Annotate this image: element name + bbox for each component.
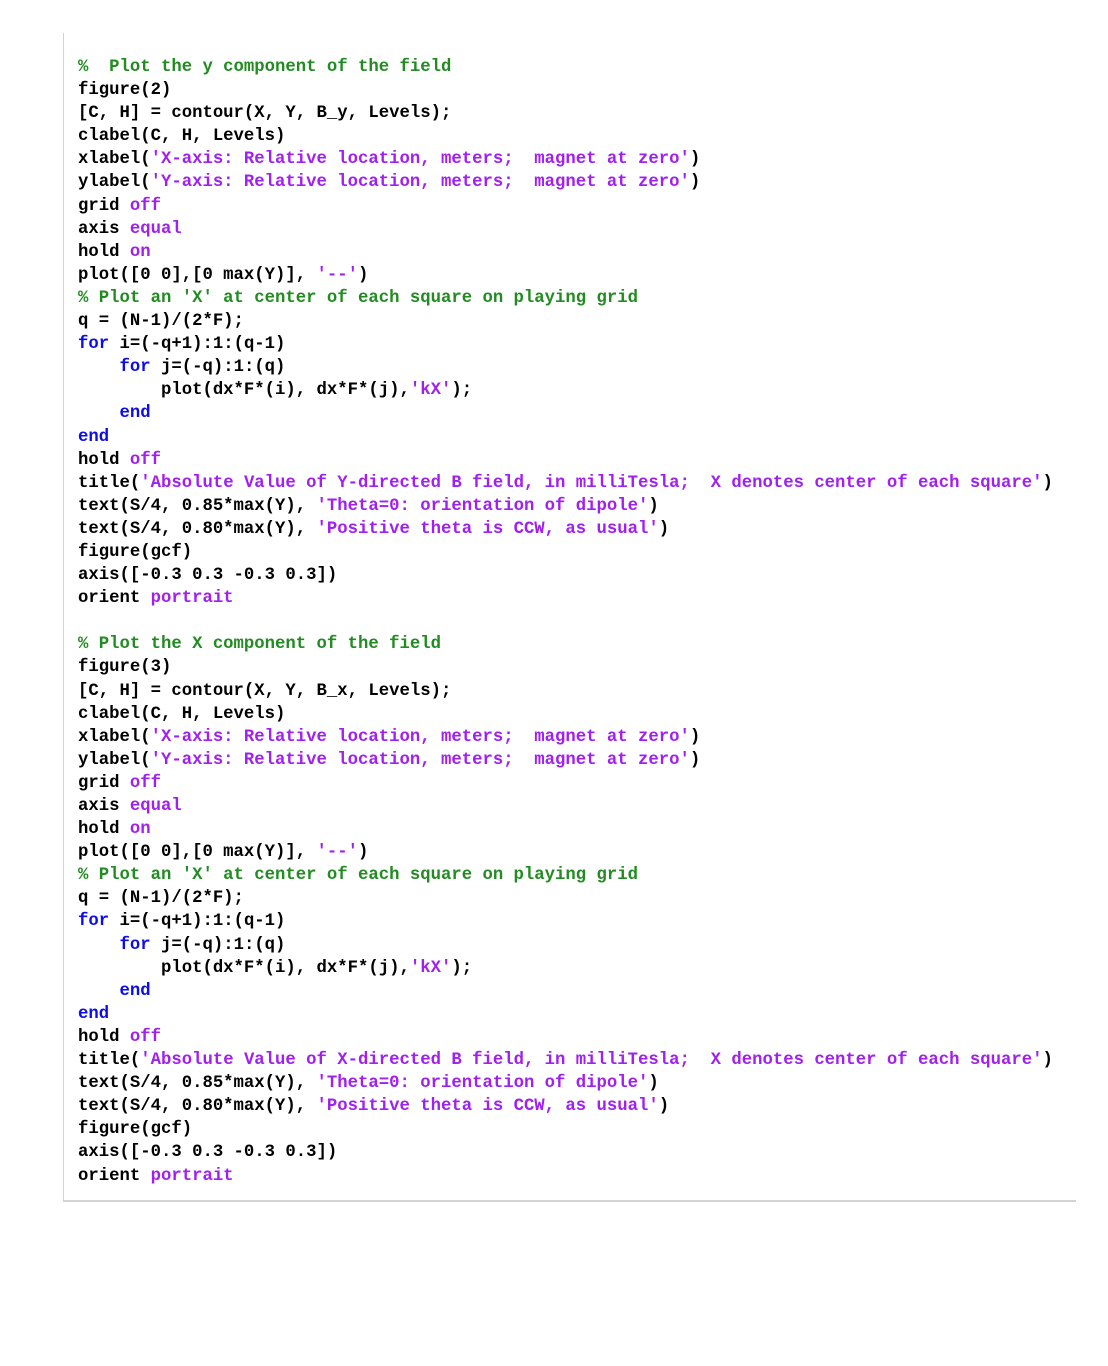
code-token-plain: clabel(C, H, Levels)	[78, 127, 286, 147]
code-token-plain: text(S/4, 0.85*max(Y),	[78, 1074, 317, 1094]
code-token-keyword: for	[119, 358, 151, 378]
code-line	[78, 841, 1068, 864]
code-line	[78, 656, 1068, 679]
code-token-string: 'kX'	[409, 958, 452, 978]
code-token-string: 'Absolute Value of X-directed B field, in milliTesla; X denotes center of each square'	[140, 1051, 1043, 1071]
code-line	[78, 379, 1068, 402]
code-token-plain	[78, 936, 119, 955]
code-token-string: 'kX'	[409, 381, 452, 401]
code-token-plain: plot(dx*F*(i), dx*F*(j),	[78, 381, 410, 401]
code-line	[78, 426, 1068, 449]
code-token-string: portrait	[150, 589, 234, 609]
code-token-comment: % Plot the X component of the field	[78, 635, 441, 655]
code-line	[78, 610, 1068, 633]
code-token-string: 'X-axis: Relative location, meters; magnet at zero'	[150, 727, 690, 747]
code-token-plain: text(S/4, 0.80*max(Y),	[78, 1097, 317, 1117]
code-line	[78, 541, 1068, 564]
code-token-string: '--'	[316, 265, 359, 285]
code-token-string: portrait	[150, 1166, 234, 1186]
code-token-keyword: end	[119, 404, 151, 424]
code-line	[78, 56, 1068, 79]
code-token-comment: % Plot an 'X' at center of each square on playing grid	[78, 288, 639, 308]
code-token-plain: ylabel(	[78, 173, 151, 193]
code-token-plain: )	[648, 1074, 659, 1094]
code-token-string: on	[129, 242, 151, 262]
code-line	[78, 633, 1068, 656]
code-line	[78, 102, 1068, 125]
code-token-plain: i=(-q+1):1:(q-1)	[109, 335, 286, 355]
code-token-keyword: for	[78, 912, 110, 932]
code-line	[78, 287, 1068, 310]
code-token-plain: figure(2)	[78, 81, 172, 101]
code-line	[78, 957, 1068, 980]
code-line	[78, 171, 1068, 194]
code-token-string: 'Y-axis: Relative location, meters; magnet at zero'	[150, 750, 690, 770]
code-token-plain: )	[689, 727, 701, 747]
code-line	[78, 1141, 1068, 1164]
code-token-plain: );	[451, 958, 473, 978]
code-token-string: 'Absolute Value of Y-directed B field, in milliTesla; X denotes center of each square'	[140, 473, 1043, 493]
code-token-string: on	[129, 820, 151, 840]
code-token-plain: hold	[78, 242, 130, 262]
code-token-plain: )	[689, 150, 701, 170]
code-line	[78, 703, 1068, 726]
code-line	[78, 495, 1068, 518]
code-line	[78, 772, 1068, 795]
code-token-plain: axis	[78, 797, 130, 816]
code-token-plain: title(	[78, 1051, 141, 1071]
code-token-plain: hold	[78, 1027, 130, 1047]
code-line	[78, 333, 1068, 356]
code-token-string: off	[129, 196, 161, 216]
code-line	[78, 125, 1068, 148]
code-token-string: off	[129, 450, 161, 470]
code-token-plain: grid	[78, 196, 130, 216]
code-line	[78, 980, 1068, 1003]
code-line	[78, 356, 1068, 379]
code-line	[78, 1095, 1068, 1118]
code-line	[78, 564, 1068, 587]
code-line	[78, 795, 1068, 818]
code-token-comment: % Plot an 'X' at center of each square on playing grid	[78, 866, 639, 886]
code-token-plain	[78, 358, 119, 377]
code-line	[78, 218, 1068, 241]
code-token-string: 'X-axis: Relative location, meters; magnet at zero'	[150, 150, 690, 170]
code-token-plain: )	[658, 519, 670, 539]
code-token-plain: j=(-q):1:(q)	[150, 935, 286, 955]
code-token-string: off	[129, 773, 161, 793]
code-line	[78, 148, 1068, 171]
code-token-plain	[78, 404, 119, 423]
code-token-string: equal	[129, 797, 182, 816]
code-line	[78, 518, 1068, 541]
code-token-plain: axis([-0.3 0.3 -0.3 0.3])	[78, 1143, 338, 1163]
code-token-keyword: for	[78, 335, 110, 355]
code-token-plain: hold	[78, 450, 130, 470]
code-line	[78, 749, 1068, 772]
code-token-plain: orient	[78, 1166, 151, 1186]
code-token-string: '--'	[316, 843, 359, 863]
code-token-plain: );	[451, 381, 473, 401]
code-token-keyword: for	[119, 935, 151, 955]
code-token-plain: i=(-q+1):1:(q-1)	[109, 912, 286, 932]
code-line	[78, 79, 1068, 102]
code-token-plain: axis([-0.3 0.3 -0.3 0.3])	[78, 566, 338, 586]
code-token-plain: j=(-q):1:(q)	[150, 358, 286, 378]
code-token-plain: axis	[78, 219, 130, 239]
code-line	[78, 472, 1068, 495]
code-token-string: off	[129, 1027, 161, 1047]
code-token-plain: )	[648, 496, 659, 516]
code-line	[78, 910, 1068, 933]
code-line	[78, 818, 1068, 841]
code-token-plain: hold	[78, 820, 130, 840]
code-token-plain: )	[358, 843, 369, 863]
code-token-plain: )	[358, 265, 369, 285]
code-token-plain: plot([0 0],[0 max(Y)],	[78, 843, 317, 863]
code-token-plain: plot(dx*F*(i), dx*F*(j),	[78, 958, 410, 978]
code-line	[78, 1026, 1068, 1049]
code-line	[78, 449, 1068, 472]
code-token-plain: )	[1042, 1051, 1053, 1071]
code-token-string: 'Theta=0: orientation of dipole'	[316, 1074, 649, 1094]
code-token-plain: ylabel(	[78, 750, 151, 770]
code-line	[78, 1003, 1068, 1026]
code-token-plain: )	[658, 1097, 670, 1117]
code-token-plain: text(S/4, 0.85*max(Y),	[78, 496, 317, 516]
matlab-code-listing	[63, 33, 1076, 1202]
code-token-plain: figure(gcf)	[78, 1120, 193, 1140]
code-token-keyword: end	[78, 1004, 110, 1024]
code-line	[78, 726, 1068, 749]
code-token-string: equal	[129, 219, 182, 239]
code-token-plain: xlabel(	[78, 727, 151, 747]
code-token-plain: clabel(C, H, Levels)	[78, 704, 286, 724]
code-line	[78, 310, 1068, 333]
code-token-plain: orient	[78, 589, 151, 609]
code-line	[78, 887, 1068, 910]
code-token-plain: )	[1042, 473, 1053, 493]
code-token-comment: % Plot the y component of the field	[78, 58, 452, 77]
code-line	[78, 864, 1068, 887]
code-line	[78, 195, 1068, 218]
code-line	[78, 1049, 1068, 1072]
code-line	[78, 1118, 1068, 1141]
code-token-plain: plot([0 0],[0 max(Y)],	[78, 265, 317, 285]
code-token-plain: title(	[78, 473, 141, 493]
code-token-string: 'Theta=0: orientation of dipole'	[316, 496, 649, 516]
code-token-keyword: end	[78, 427, 110, 447]
code-token-plain: q = (N-1)/(2*F);	[78, 889, 244, 909]
code-token-string: 'Positive theta is CCW, as usual'	[316, 1097, 659, 1117]
code-token-plain	[78, 982, 119, 1001]
code-line	[78, 934, 1068, 957]
code-token-plain: text(S/4, 0.80*max(Y),	[78, 519, 317, 539]
code-token-plain: [C, H] = contour(X, Y, B_y, Levels);	[78, 104, 452, 124]
code-line	[78, 241, 1068, 264]
code-content	[78, 56, 1068, 1188]
code-line	[78, 402, 1068, 425]
code-token-plain: )	[689, 173, 701, 193]
code-token-string: 'Positive theta is CCW, as usual'	[316, 519, 659, 539]
code-token-plain: figure(3)	[78, 658, 172, 678]
code-token-plain: grid	[78, 773, 130, 793]
code-line	[78, 1072, 1068, 1095]
code-token-plain: xlabel(	[78, 150, 151, 170]
code-token-keyword: end	[119, 981, 151, 1001]
code-line	[78, 587, 1068, 610]
code-token-string: 'Y-axis: Relative location, meters; magnet at zero'	[150, 173, 690, 193]
code-line	[78, 264, 1068, 287]
code-token-plain: [C, H] = contour(X, Y, B_x, Levels);	[78, 681, 452, 701]
code-token-plain: )	[689, 750, 701, 770]
code-line	[78, 1165, 1068, 1188]
code-line	[78, 680, 1068, 703]
code-token-plain: q = (N-1)/(2*F);	[78, 312, 244, 332]
code-token-plain: figure(gcf)	[78, 542, 193, 562]
